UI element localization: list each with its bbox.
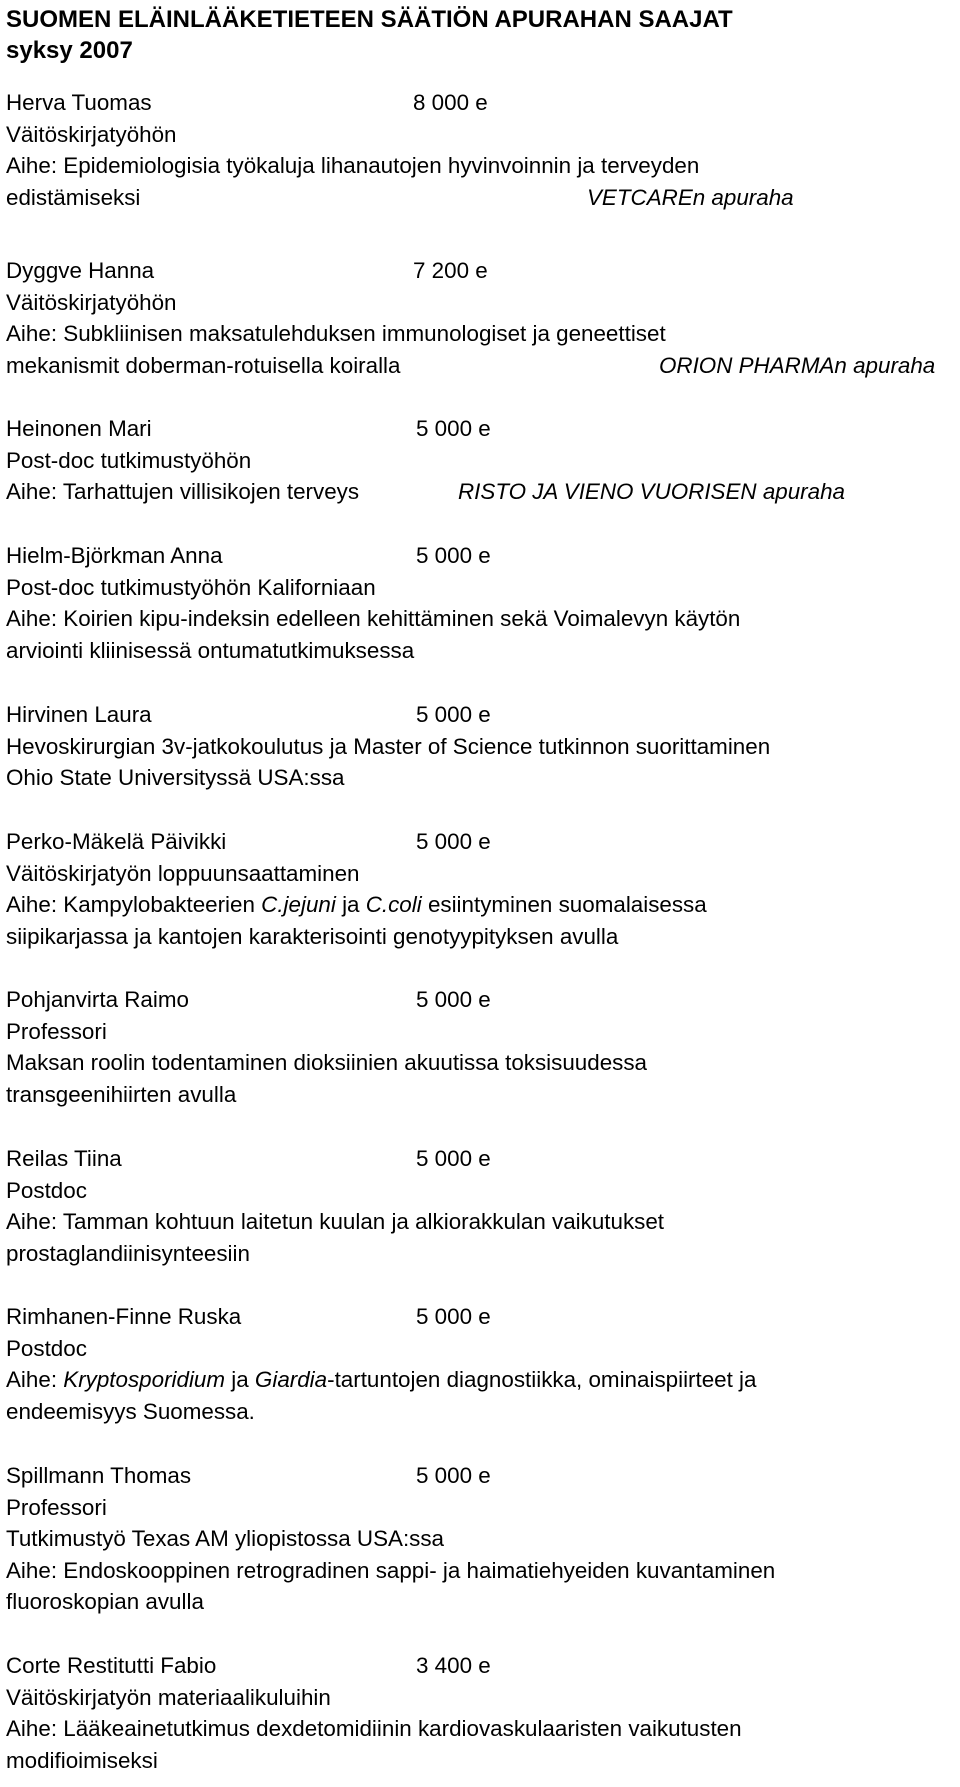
grant-purpose: Hevoskirurgian 3v-jatkokoulutus ja Master of Science tutkinnon suorittaminen — [6, 733, 771, 759]
recipient-line — [6, 413, 946, 445]
recipient-name: Dyggve Hanna — [6, 258, 155, 283]
grant-purpose: Väitöskirjatyöhön — [6, 121, 177, 147]
species-name: C.coli — [365, 892, 422, 917]
grant-entry — [6, 87, 946, 213]
grant-purpose: Väitöskirjatyöhön — [6, 289, 177, 315]
recipient-line — [6, 1143, 946, 1175]
grant-fund-name: RISTO JA VIENO VUORISEN apuraha — [458, 479, 845, 504]
grant-topic-text: Aihe: — [6, 1367, 64, 1392]
grant-topic-continued: modifioimiseksi — [6, 1747, 158, 1773]
grant-purpose: Post-doc tutkimustyöhön — [6, 447, 252, 473]
grant-amount: 3 400 e — [416, 1653, 491, 1678]
grant-amount: 5 000 e — [416, 416, 491, 441]
species-name: Giardia — [254, 1367, 328, 1392]
grant-fund-name: ORION PHARMAn apuraha — [659, 352, 936, 378]
grant-topic-continued: transgeenihiirten avulla — [6, 1081, 237, 1107]
recipient-name: Hielm-Björkman Anna — [6, 543, 223, 568]
grant-entry — [6, 699, 946, 794]
recipient-name: Perko-Mäkelä Päivikki — [6, 829, 227, 854]
recipient-line — [6, 984, 946, 1016]
recipient-line — [6, 87, 946, 119]
grant-purpose: Post-doc tutkimustyöhön Kaliforniaan — [6, 574, 376, 600]
grant-amount: 5 000 e — [416, 702, 491, 727]
grant-topic-text: esiintyminen suomalaisessa — [421, 892, 707, 917]
grant-entry — [6, 1301, 946, 1427]
grant-entry — [6, 984, 946, 1110]
grant-purpose: Professori — [6, 1494, 107, 1520]
grant-topic: Aihe: Subkliinisen maksatulehduksen immunologiset ja geneettiset — [6, 321, 666, 346]
grant-entry — [6, 826, 946, 952]
species-name: Kryptosporidium — [63, 1367, 226, 1392]
grant-purpose: Postdoc — [6, 1335, 87, 1361]
document-header — [6, 4, 733, 66]
grant-topic: Aihe: Tamman kohtuun laitetun kuulan ja alkiorakkulan vaikutukset — [6, 1209, 665, 1234]
grant-topic-continued: siipikarjassa ja kantojen karakterisointi genotyypityksen avulla — [6, 923, 619, 949]
recipient-name: Reilas Tiina — [6, 1146, 122, 1171]
grant-amount: 5 000 e — [416, 1304, 491, 1329]
grant-amount: 8 000 e — [413, 90, 488, 115]
grant-topic-continued — [6, 182, 946, 214]
grant-topic: Maksan roolin todentaminen dioksiinien akuutissa toksisuudessa — [6, 1050, 647, 1075]
recipient-line — [6, 1460, 946, 1492]
recipient-name: Corte Restitutti Fabio — [6, 1653, 217, 1678]
grant-topic — [6, 889, 946, 921]
grant-entry — [6, 255, 946, 381]
grant-amount: 5 000 e — [416, 543, 491, 568]
document-title: SUOMEN ELÄINLÄÄKETIETEEN SÄÄTIÖN APURAHAN SAAJAT — [6, 6, 733, 33]
grant-purpose: Väitöskirjatyön materiaalikuluihin — [6, 1684, 331, 1710]
recipient-name: Hirvinen Laura — [6, 702, 152, 727]
recipient-name: Spillmann Thomas — [6, 1463, 192, 1488]
grant-purpose: Postdoc — [6, 1177, 87, 1203]
grant-entry — [6, 1650, 946, 1776]
recipient-name: Pohjanvirta Raimo — [6, 987, 189, 1012]
recipient-line — [6, 826, 946, 858]
grant-amount: 5 000 e — [416, 829, 491, 854]
grant-topic-text: ja — [335, 892, 366, 917]
grant-entry — [6, 413, 946, 508]
grant-topic-continued: fluoroskopian avulla — [6, 1589, 204, 1614]
grant-entry — [6, 1143, 946, 1269]
grant-topic-continued: prostaglandiinisynteesiin — [6, 1240, 250, 1266]
grant-amount: 7 200 e — [413, 258, 488, 283]
grant-topic-continued: Aihe: Endoskooppinen retrogradinen sappi- ja haimatiehyeiden kuvantaminen — [6, 1557, 776, 1583]
recipient-name: Heinonen Mari — [6, 416, 152, 441]
document-subtitle: syksy 2007 — [6, 37, 133, 64]
grant-purpose: Väitöskirjatyön loppuunsaattaminen — [6, 860, 360, 886]
recipient-line — [6, 699, 946, 731]
grant-topic-continued: endeemisyys Suomessa. — [6, 1398, 255, 1424]
grant-topic-text: Aihe: Tarhattujen villisikojen terveys — [6, 479, 360, 504]
grant-entry — [6, 1460, 946, 1618]
grant-topic-text: ja — [225, 1367, 255, 1392]
grant-topic: Aihe: Epidemiologisia työkaluja lihanautojen hyvinvoinnin ja terveyden — [6, 153, 700, 178]
grant-amount: 5 000 e — [416, 1463, 491, 1488]
grant-purpose: Professori — [6, 1018, 107, 1044]
species-name: C.jejuni — [261, 892, 336, 917]
grant-amount: 5 000 e — [416, 987, 491, 1012]
recipient-line — [6, 1301, 946, 1333]
recipient-line — [6, 255, 946, 287]
grant-topic — [6, 1364, 946, 1396]
grant-fund-name: VETCAREn apuraha — [587, 184, 794, 210]
grant-topic-text: Aihe: Kampylobakteerien — [6, 892, 262, 917]
grant-topic: Aihe: Lääkeainetutkimus dexdetomidiinin kardiovaskulaaristen vaikutusten — [6, 1716, 742, 1741]
grant-topic: Ohio State Universityssä USA:ssa — [6, 765, 345, 790]
grant-topic-continued: arviointi kliinisessä ontumatutkimuksessa — [6, 637, 415, 663]
recipient-name: Herva Tuomas — [6, 90, 152, 115]
grant-topic-text: -tartuntojen diagnostiikka, ominaispiirteet ja — [327, 1367, 757, 1392]
recipient-line — [6, 1650, 946, 1682]
grant-topic: Tutkimustyö Texas AM yliopistossa USA:ssa — [6, 1526, 445, 1551]
grant-topic-text: edistämiseksi — [6, 184, 141, 210]
grant-topic-line — [6, 476, 946, 508]
recipient-name: Rimhanen-Finne Ruska — [6, 1304, 242, 1329]
grant-topic-text: mekanismit doberman-rotuisella koiralla — [6, 352, 401, 378]
grant-entry — [6, 540, 946, 666]
grant-topic: Aihe: Koirien kipu-indeksin edelleen kehittäminen sekä Voimalevyn käytön — [6, 606, 741, 631]
grant-amount: 5 000 e — [416, 1146, 491, 1171]
recipient-line — [6, 540, 946, 572]
grant-topic-continued — [6, 350, 946, 382]
